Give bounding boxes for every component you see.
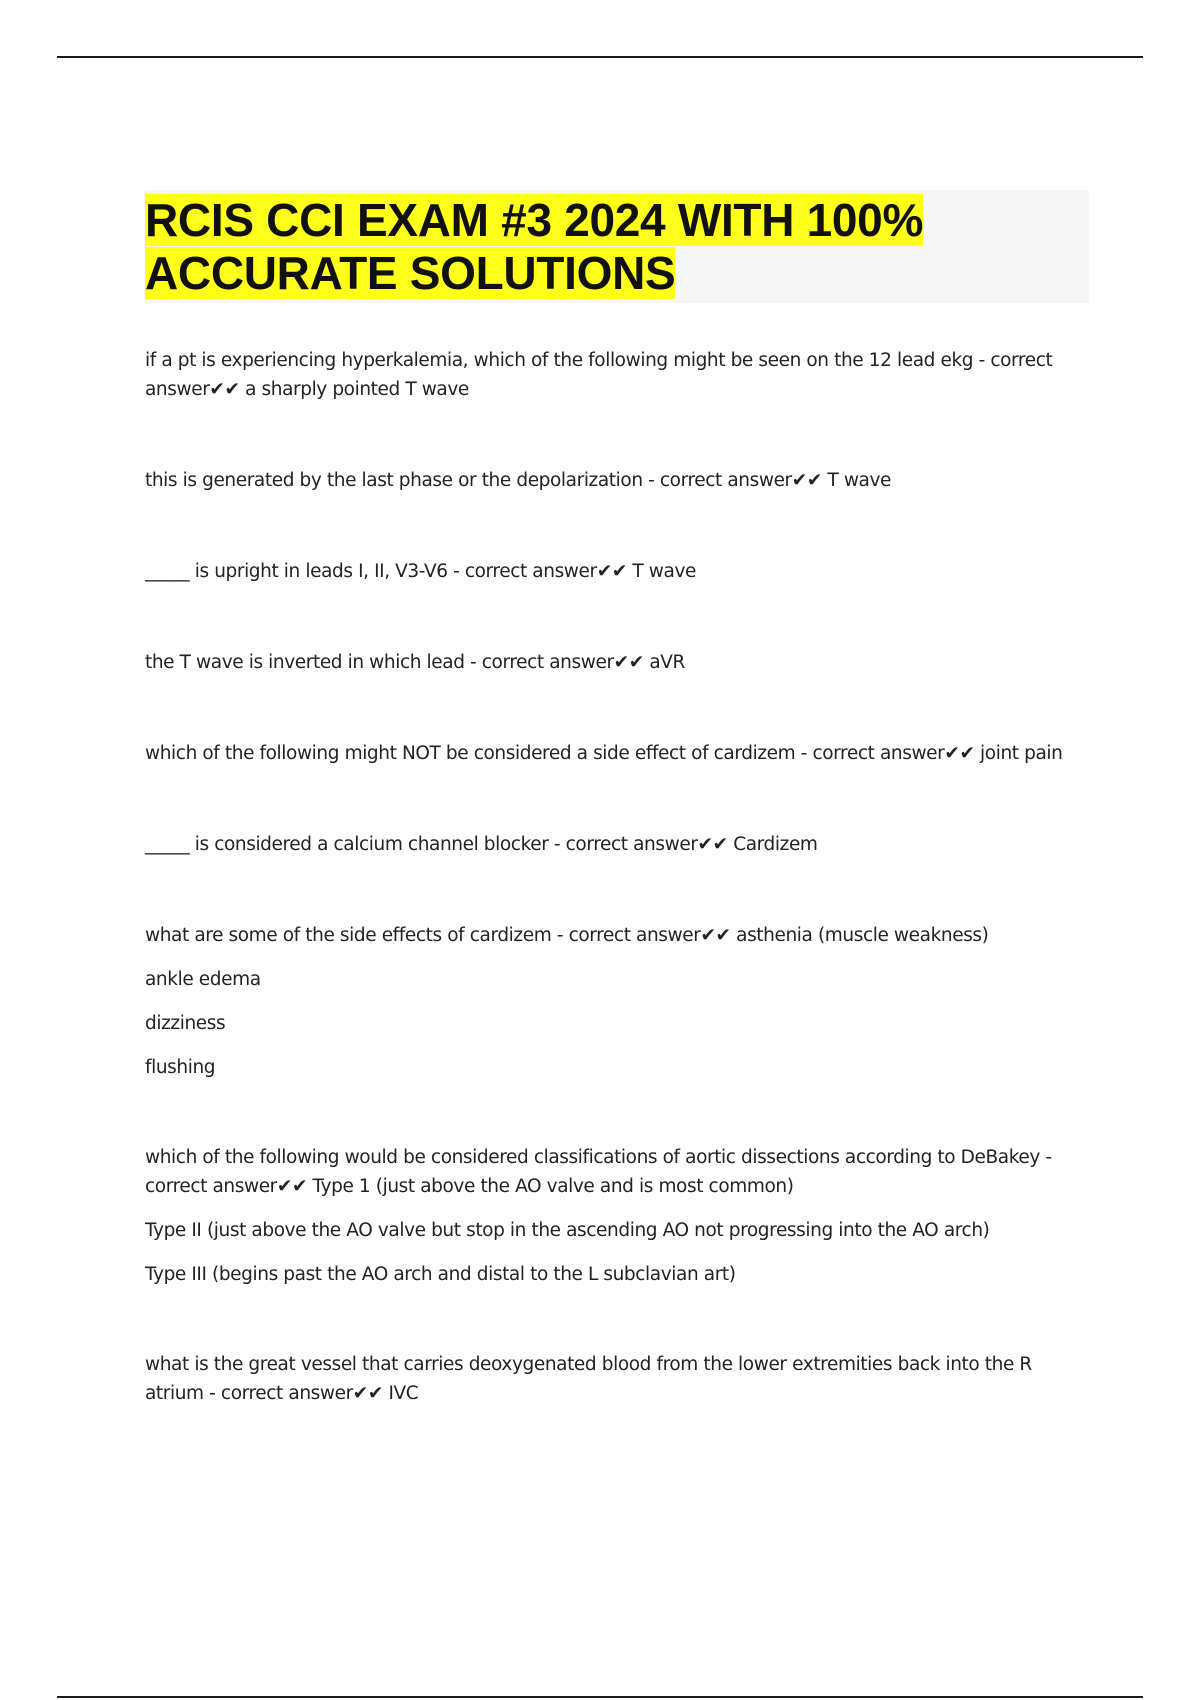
qa-item: if a pt is experiencing hyperkalemia, which of the following might be seen on the 12 lead ekg - correct answer✔✔ a sharply pointed T wave <box>145 350 1053 400</box>
spacer <box>145 677 1095 739</box>
qa-item: the T wave is inverted in which lead - correct answer✔✔ aVR <box>145 652 685 673</box>
qa-content <box>145 346 1095 1408</box>
spacer <box>145 859 1095 921</box>
spacer <box>145 768 1095 830</box>
answer-continuation: Type II (just above the AO valve but stop in the ascending AO not progressing into the AO arch) <box>145 1220 990 1241</box>
spacer <box>145 495 1095 557</box>
answer-continuation: dizziness <box>145 1013 226 1034</box>
qa-item: _____ is upright in leads I, II, V3-V6 - correct answer✔✔ T wave <box>145 561 696 582</box>
qa-item: this is generated by the last phase or the depolarization - correct answer✔✔ T wave <box>145 470 892 491</box>
qa-item: _____ is considered a calcium channel blocker - correct answer✔✔ Cardizem <box>145 834 818 855</box>
footer-rule <box>57 1696 1143 1698</box>
qa-item: which of the following might NOT be considered a side effect of cardizem - correct answer✔✔ joint pain <box>145 743 1063 764</box>
answer-continuation: flushing <box>145 1057 216 1078</box>
qa-item: what are some of the side effects of cardizem - correct answer✔✔ asthenia (muscle weakness) <box>145 925 989 946</box>
header-rule <box>57 56 1143 58</box>
qa-item: what is the great vessel that carries deoxygenated blood from the lower extremities back into the R atrium - correct answer✔✔ IVC <box>145 1354 1032 1404</box>
page-title <box>145 194 1085 300</box>
spacer <box>145 586 1095 648</box>
spacer <box>145 1082 1095 1143</box>
answer-continuation: ankle edema <box>145 969 261 990</box>
spacer <box>145 1289 1095 1350</box>
spacer <box>145 404 1095 466</box>
answer-continuation: Type III (begins past the AO arch and distal to the L subclavian art) <box>145 1264 736 1285</box>
qa-item: which of the following would be considered classifications of aortic dissections according to DeBakey - correct answer✔✔ Type 1 (just above the AO valve and is most common) <box>145 1147 1052 1197</box>
title-highlight: RCIS CCI EXAM #3 2024 WITH 100% ACCURATE SOLUTIONS <box>145 194 924 299</box>
